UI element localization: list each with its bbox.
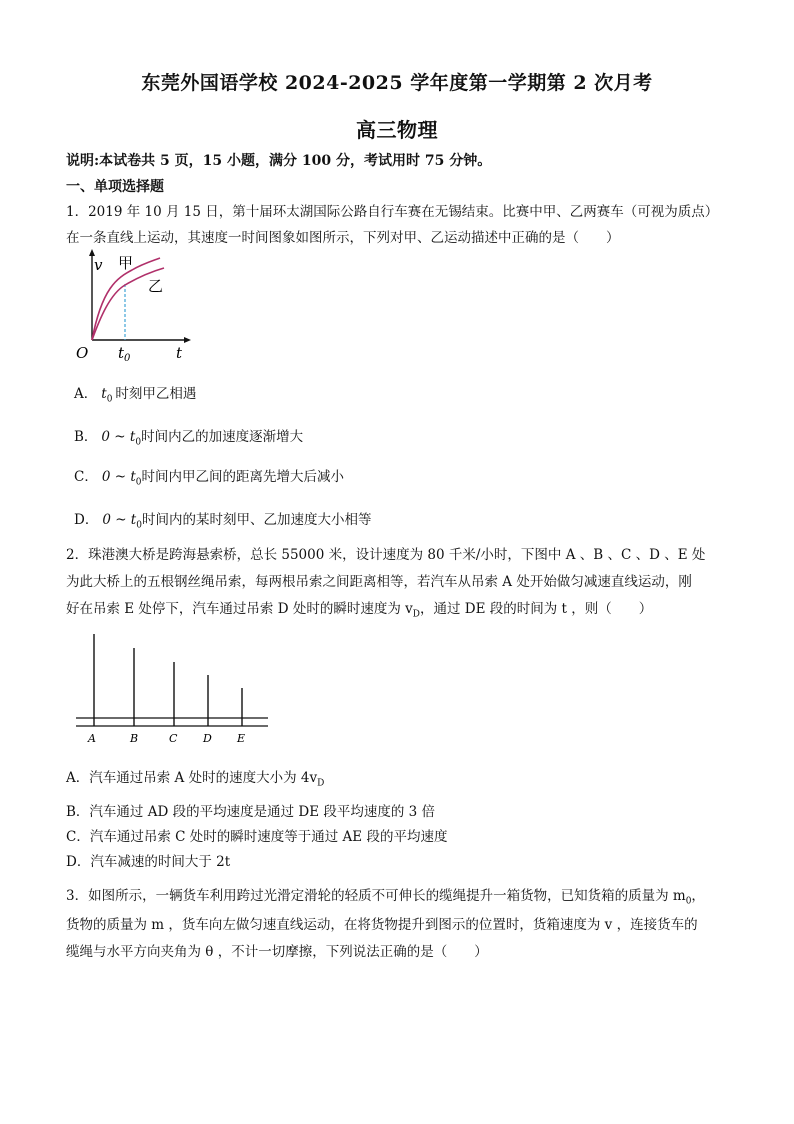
- subject-title: 高三物理: [356, 118, 438, 142]
- v-axis-arrow: [89, 249, 95, 256]
- q1-option-a[interactable]: A． $t_0$ 时刻甲乙相遇: [74, 386, 197, 405]
- q2-option-a[interactable]: A．汽车通过吊索 A 处时的速度大小为 $4v_D$: [66, 770, 325, 789]
- q2-option-d[interactable]: D．汽车减速的时间大于 2t: [66, 854, 231, 870]
- label-d: D: [203, 732, 212, 745]
- q3-stem-line2: 货物的质量为 m ，货车向左做匀速直线运动，在将货物提升到图示的位置时，货箱速度为 v ，连接货车的: [66, 917, 698, 933]
- t-axis-label: t: [176, 344, 183, 362]
- instructions: 说明:本试卷共 5 页，15 小题，满分 100 分，考试用时 75 分钟。: [66, 153, 492, 169]
- yi-label: 乙: [148, 277, 164, 295]
- q3-stem-line1: 3．如图所示，一辆货车利用跨过光滑定滑轮的轻质不可伸长的缆绳提升一箱货物，已知货箱的质量为 $m_0$，: [66, 888, 705, 907]
- jia-label: 甲: [118, 254, 134, 272]
- label-b: B: [130, 732, 139, 745]
- q2-stem-line1: 2．珠港澳大桥是跨海悬索桥，总长 55000 米，设计速度为 80 千米/小时，下图中 A 、B 、C 、D 、E 处: [66, 547, 706, 563]
- label-e: E: [237, 732, 246, 745]
- q1-option-d[interactable]: D． 0 ~ $t_0$时间内的某时刻甲、乙加速度大小相等: [74, 512, 372, 531]
- label-a: A: [88, 732, 96, 745]
- v-axis-label: v: [94, 256, 103, 274]
- q3-stem-line3: 缆绳与水平方向夹角为 θ ，不计一切摩擦，下列说法正确的是（ ）: [66, 944, 488, 960]
- q2-option-c[interactable]: C．汽车通过吊索 C 处时的瞬时速度等于通过 AE 段的平均速度: [66, 829, 448, 845]
- t0-label: $t_0$: [118, 344, 131, 364]
- exam-title: 东莞外国语学校 2024-2025 学年度第一学期第 2 次月考: [141, 72, 653, 94]
- t-axis-arrow: [184, 337, 191, 343]
- q1-vt-graph: [72, 248, 192, 366]
- q2-bridge-figure: [74, 630, 270, 748]
- q1-option-b[interactable]: B． 0 ~ $t_0$时间内乙的加速度逐渐增大: [74, 429, 304, 448]
- q2-option-b[interactable]: B．汽车通过 AD 段的平均速度是通过 DE 段平均速度的 3 倍: [66, 804, 436, 820]
- q1-option-c[interactable]: C． 0 ~ $t_0$时间内甲乙间的距离先增大后减小: [74, 469, 344, 488]
- origin-label: O: [76, 344, 89, 362]
- q2-stem-line2: 为此大桥上的五根钢丝绳吊索，每两根吊索之间距离相等，若汽车从吊索 A 处开始做匀减速直线运动，刚: [66, 574, 692, 590]
- q2-stem-line3: 好在吊索 E 处停下，汽车通过吊索 D 处时的瞬时速度为 $v_D$，通过 DE 段的时间为 t ，则（ ）: [66, 601, 653, 620]
- q1-stem-line2: 在一条直线上运动，其速度一时间图象如图所示，下列对甲、乙运动描述中正确的是（ ）: [66, 230, 620, 246]
- section-heading: 一、单项选择题: [66, 179, 164, 195]
- q1-stem-line1: 1．2019 年 10 月 15 日，第十届环太湖国际公路自行车赛在无锡结束。比赛中甲、乙两赛车（可视为质点）: [66, 204, 719, 220]
- label-c: C: [169, 732, 178, 745]
